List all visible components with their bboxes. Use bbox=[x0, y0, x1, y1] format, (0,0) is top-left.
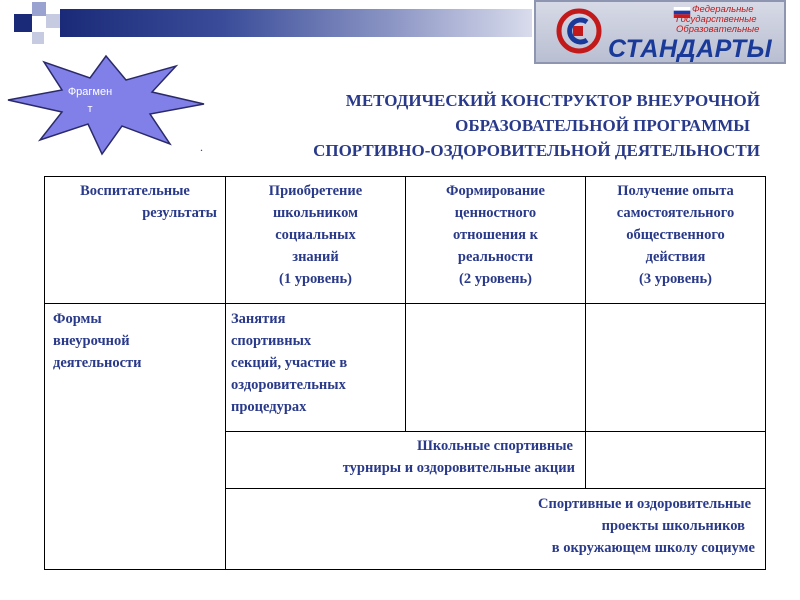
fragment-label bbox=[50, 84, 130, 118]
header-line: (3 уровень) bbox=[638, 271, 713, 287]
title-line: ОБРАЗОВАТЕЛЬНОЙ ПРОГРАММЫ bbox=[455, 116, 750, 135]
header-line: результаты bbox=[142, 205, 217, 221]
logo-caption-line: Образовательные bbox=[676, 24, 760, 35]
logo-caption-line: Федеральные bbox=[692, 4, 754, 15]
deco-square bbox=[46, 14, 60, 28]
header-line: Формирование bbox=[446, 183, 545, 199]
deco-square bbox=[32, 32, 44, 44]
header-line: (1 уровень) bbox=[278, 271, 353, 287]
cell-level-3-empty-b bbox=[585, 431, 766, 489]
title-line: СПОРТИВНО-ОЗДОРОВИТЕЛЬНОЙ ДЕЯТЕЛЬНОСТИ bbox=[313, 141, 760, 160]
row-label-line: деятельности bbox=[53, 355, 142, 371]
cell-line: турниры и оздоровительные акции bbox=[342, 460, 575, 476]
header-line: общественного bbox=[626, 227, 725, 243]
cell-line: Спортивные и оздоровительные bbox=[538, 496, 751, 512]
header-line: реальности bbox=[457, 249, 534, 265]
header-line: школьником bbox=[273, 205, 358, 221]
header-cell-level-1 bbox=[225, 176, 406, 304]
row-label-line: Формы bbox=[53, 311, 102, 327]
row-label-forms bbox=[44, 303, 226, 570]
header-line: Воспитательные bbox=[80, 183, 190, 199]
header-line: Приобретение bbox=[268, 183, 363, 199]
cell-line: оздоровительных bbox=[231, 377, 346, 393]
title-bullet: . bbox=[200, 140, 203, 154]
row-label-line: внеурочной bbox=[53, 333, 130, 349]
logo-wordmark: СТАНДАРТЫ bbox=[608, 35, 773, 63]
fragment-label-line: т bbox=[87, 103, 93, 115]
cell-line: Занятия bbox=[231, 311, 286, 327]
cell-level-1-2-forms bbox=[225, 431, 586, 489]
deco-square bbox=[14, 14, 32, 32]
header-line: (2 уровень) bbox=[458, 271, 533, 287]
header-line: знаний bbox=[292, 249, 339, 265]
cell-line: в окружающем школу социуме bbox=[551, 540, 755, 556]
header-line: действия bbox=[645, 249, 706, 265]
logo-emblem-icon bbox=[556, 8, 602, 54]
cell-level-2-empty bbox=[405, 303, 586, 432]
cell-line: секций, участие в bbox=[231, 355, 348, 371]
header-line: ценностного bbox=[454, 205, 537, 221]
constructor-table bbox=[44, 176, 766, 570]
header-bar bbox=[60, 9, 532, 37]
fragment-label-line: Фрагмен bbox=[67, 86, 113, 98]
header-cell-level-2 bbox=[405, 176, 586, 304]
header-line: самостоятельного bbox=[616, 205, 735, 221]
cell-level-1-2-3-forms bbox=[225, 488, 766, 570]
cell-level-1-forms bbox=[225, 303, 406, 432]
fgos-logo bbox=[534, 0, 786, 64]
cell-line: проекты школьников bbox=[601, 518, 745, 534]
cell-line: спортивных bbox=[231, 333, 312, 349]
header-line: социальных bbox=[275, 227, 356, 243]
header-line: Получение опыта bbox=[617, 183, 734, 199]
cell-line: Школьные спортивные bbox=[416, 438, 573, 454]
cell-line: процедурах bbox=[231, 399, 307, 415]
title-line: МЕТОДИЧЕСКИЙ КОНСТРУКТОР ВНЕУРОЧНОЙ bbox=[345, 91, 760, 110]
deco-square bbox=[32, 2, 46, 16]
logo-caption-line: Государственные bbox=[676, 14, 757, 25]
header-line: отношения к bbox=[453, 227, 538, 243]
page-title bbox=[220, 88, 760, 163]
logo-caption bbox=[676, 5, 784, 35]
cell-level-3-empty bbox=[585, 303, 766, 432]
header-cell-level-3 bbox=[585, 176, 766, 304]
header-cell-results bbox=[44, 176, 226, 304]
